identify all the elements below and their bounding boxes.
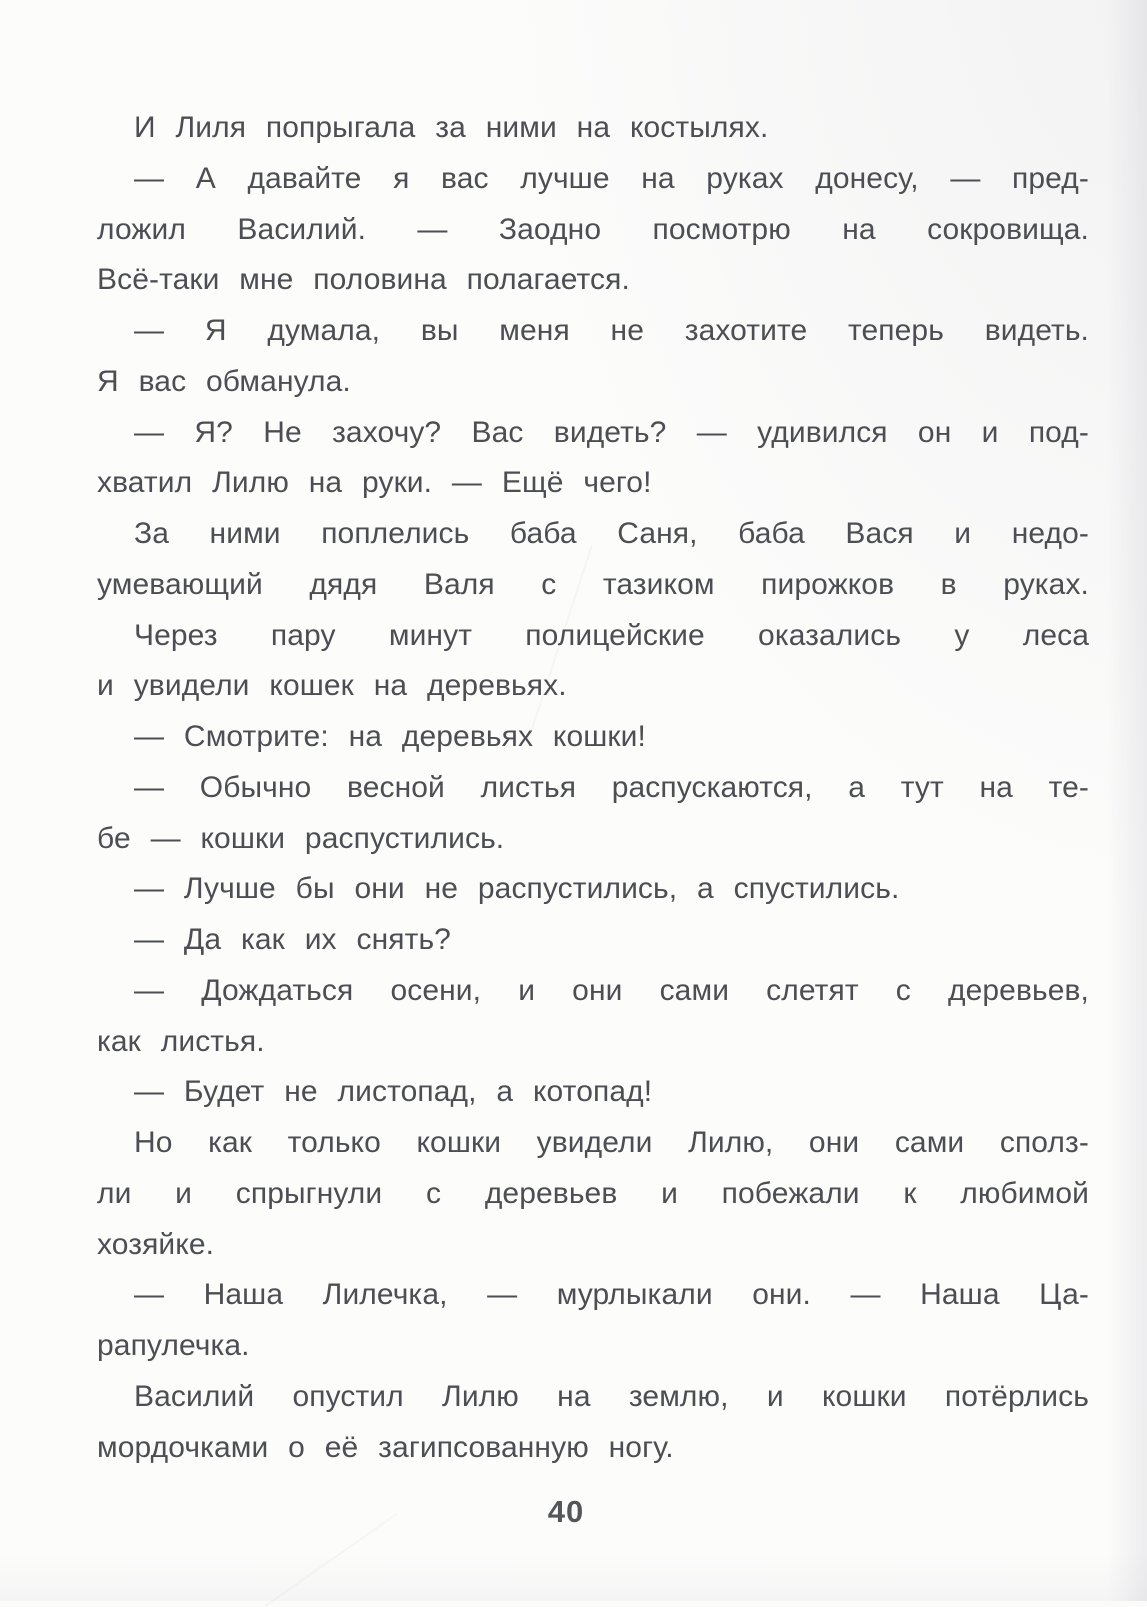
paragraph <box>97 915 1089 966</box>
text-line: бе — кошки распустились. <box>97 821 505 855</box>
text-line: — Смотрите: на деревьях кошки! <box>134 720 646 753</box>
text-line: хозяйке. <box>97 1227 215 1261</box>
page-number: 40 <box>547 1494 585 1529</box>
paragraph <box>97 154 1089 306</box>
text-line: И Лиля попрыгала за ними на костылях. <box>134 111 769 144</box>
text-line: мордочками о её загипсованную ногу. <box>97 1430 674 1464</box>
paragraph <box>97 1372 1089 1474</box>
text-line: как листья. <box>97 1024 265 1058</box>
text-line: — Да как их снять? <box>134 923 451 956</box>
paragraph <box>97 763 1089 865</box>
text-line: — Наша Лилечка, — мурлыкали они. — Наша Ца- <box>134 1278 1089 1312</box>
text-line: ли и спрыгнули с деревьев и побежали к любимой <box>97 1176 1089 1210</box>
text-line: и увидели кошек на деревьях. <box>97 669 567 703</box>
text-line: — А давайте я вас лучше на руках донесу, — пред- <box>134 161 1089 195</box>
text-line: Через пару минут полицейские оказались у леса <box>134 618 1089 652</box>
text-line: Я вас обманула. <box>97 364 351 398</box>
text-line: — Я? Не захочу? Вас видеть? — удивился он и под- <box>134 415 1089 449</box>
text-line: умевающий дядя Валя с тазиком пирожков в руках. <box>97 567 1089 601</box>
text-line: Василий опустил Лилю на землю, и кошки потёрлись <box>134 1379 1089 1413</box>
paragraph <box>97 1270 1089 1372</box>
text-line: — Обычно весной листья распускаются, а тут на те- <box>134 770 1089 804</box>
text-line: — Будет не листопад, а котопад! <box>134 1075 653 1109</box>
text-line: — Я думала, вы меня не захотите теперь видеть. <box>134 314 1089 347</box>
text-line: — Дождаться осени, и они сами слетят с деревьев, <box>134 973 1089 1007</box>
paragraph <box>97 712 1089 763</box>
text-block <box>97 103 1089 1473</box>
paragraph <box>97 408 1089 510</box>
text-line: Но как только кошки увидели Лилю, они сами сполз- <box>134 1126 1089 1159</box>
paragraph <box>97 306 1089 408</box>
paragraph <box>97 103 1089 154</box>
text-line: За ними поплелись баба Саня, баба Вася и недо- <box>134 517 1089 550</box>
paragraph <box>97 864 1089 915</box>
paragraph <box>97 1118 1089 1270</box>
paragraph <box>97 966 1089 1068</box>
text-line: хватил Лилю на руки. — Ещё чего! <box>97 466 652 500</box>
paragraph <box>97 509 1089 611</box>
text-line: Всё-таки мне половина полагается. <box>97 263 630 297</box>
text-line: ложил Василий. — Заодно посмотрю на сокровища. <box>97 212 1089 246</box>
paragraph <box>97 1067 1089 1118</box>
text-line: — Лучше бы они не распустились, а спустились. <box>134 872 900 906</box>
paragraph <box>97 611 1089 713</box>
text-line: рапулечка. <box>97 1329 250 1362</box>
